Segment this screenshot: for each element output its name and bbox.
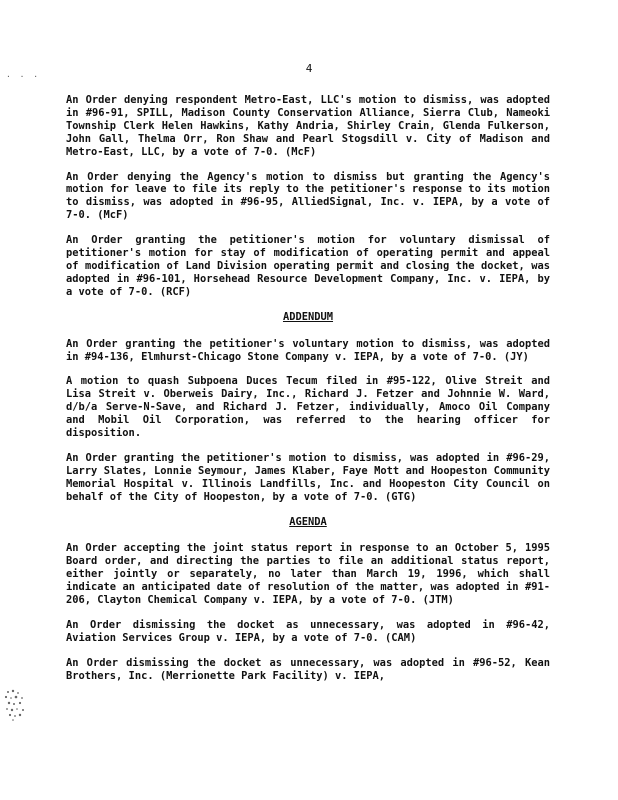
order-entry: An Order granting the petitioner's voluntary motion to dismiss, was adopted in #94-136, Elmhurst-Chicago Stone Company v. IEPA, by a vote of 7-0. (JY) bbox=[66, 337, 550, 363]
order-entry: An Order denying the Agency's motion to dismiss but granting the Agency's motion for leave to file its reply to the petitioner's response to its motion to dismiss, was adopted in #96-95, AlliedSignal, Inc. v. IEPA, by a vote of 7-0. (McF) bbox=[66, 170, 550, 222]
scan-artifact-mark: . . . bbox=[6, 70, 41, 79]
order-entry: An Order denying respondent Metro-East, LLC's motion to dismiss, was adopted in #96-91, SPILL, Madison County Conservation Alliance, Sierra Club, Nameoki Township Clerk Helen Hawkins, Kathy Andria, Shirley Crain, Glenda Fulkerson, John Gall, Thelma Orr, Ron Shaw and Pearl Stogsdill v. City of Madison and Metro-East, LLC, by a vote of 7-0. (McF) bbox=[66, 94, 550, 158]
order-entry: A motion to quash Subpoena Duces Tecum filed in #95-122, Olive Streit and Lisa Streit v. Oberweis Dairy, Inc., Richard J. Fetzer and Johnnie W. Ward, d/b/a Serve-N-Save, and Richard J. Fetzer, individually, Amoco Oil Company and Mobil Oil Corporation, was referred to the hearing officer for disposition. bbox=[66, 375, 550, 440]
addendum-heading: ADDENDUM bbox=[282, 310, 334, 323]
order-entry: An Order dismissing the docket as unnecessary, was adopted in #96-52, Kean Brothers, Inc. (Merrionette Park Facility) v. IEPA, bbox=[66, 656, 550, 682]
order-entry: An Order granting the petitioner's motion for voluntary dismissal of petitioner's motion for stay of modification of operating permit and appeal of modification of Land Division operating permit and closing the docket, was adopted in #96-101, Horsehead Resource Development Company, Inc. v. IEPA, by a vote of 7-0. (RCF) bbox=[66, 234, 550, 298]
scan-artifact-stamp bbox=[2, 688, 28, 722]
document-body bbox=[66, 94, 550, 695]
agenda-heading: AGENDA bbox=[289, 515, 327, 528]
order-entry: An Order granting the petitioner's motion to dismiss, was adopted in #96-29, Larry Slates, Lonnie Seymour, James Klaber, Faye Mott and Hoopeston Community Memorial Hospital v. Illinois Landfills, Inc. and Hoopeston City Council on behalf of the City of Hoopeston, by a vote of 7-0. (GTG) bbox=[66, 451, 550, 503]
order-entry: An Order dismissing the docket as unnecessary, was adopted in #96-42, Aviation Services Group v. IEPA, by a vote of 7-0. (CAM) bbox=[66, 619, 550, 644]
order-entry: An Order accepting the joint status report in response to an October 5, 1995 Board order, and directing the parties to file an additional status report, either jointly or separately, no later than March 19, 1996, which shall indicate an anticipated date of resolution of the matter, was adopted in #91-206, Clayton Chemical Company v. IEPA, by a vote of 7-0. (JTM) bbox=[66, 542, 550, 607]
page-number: 4 bbox=[305, 62, 313, 75]
